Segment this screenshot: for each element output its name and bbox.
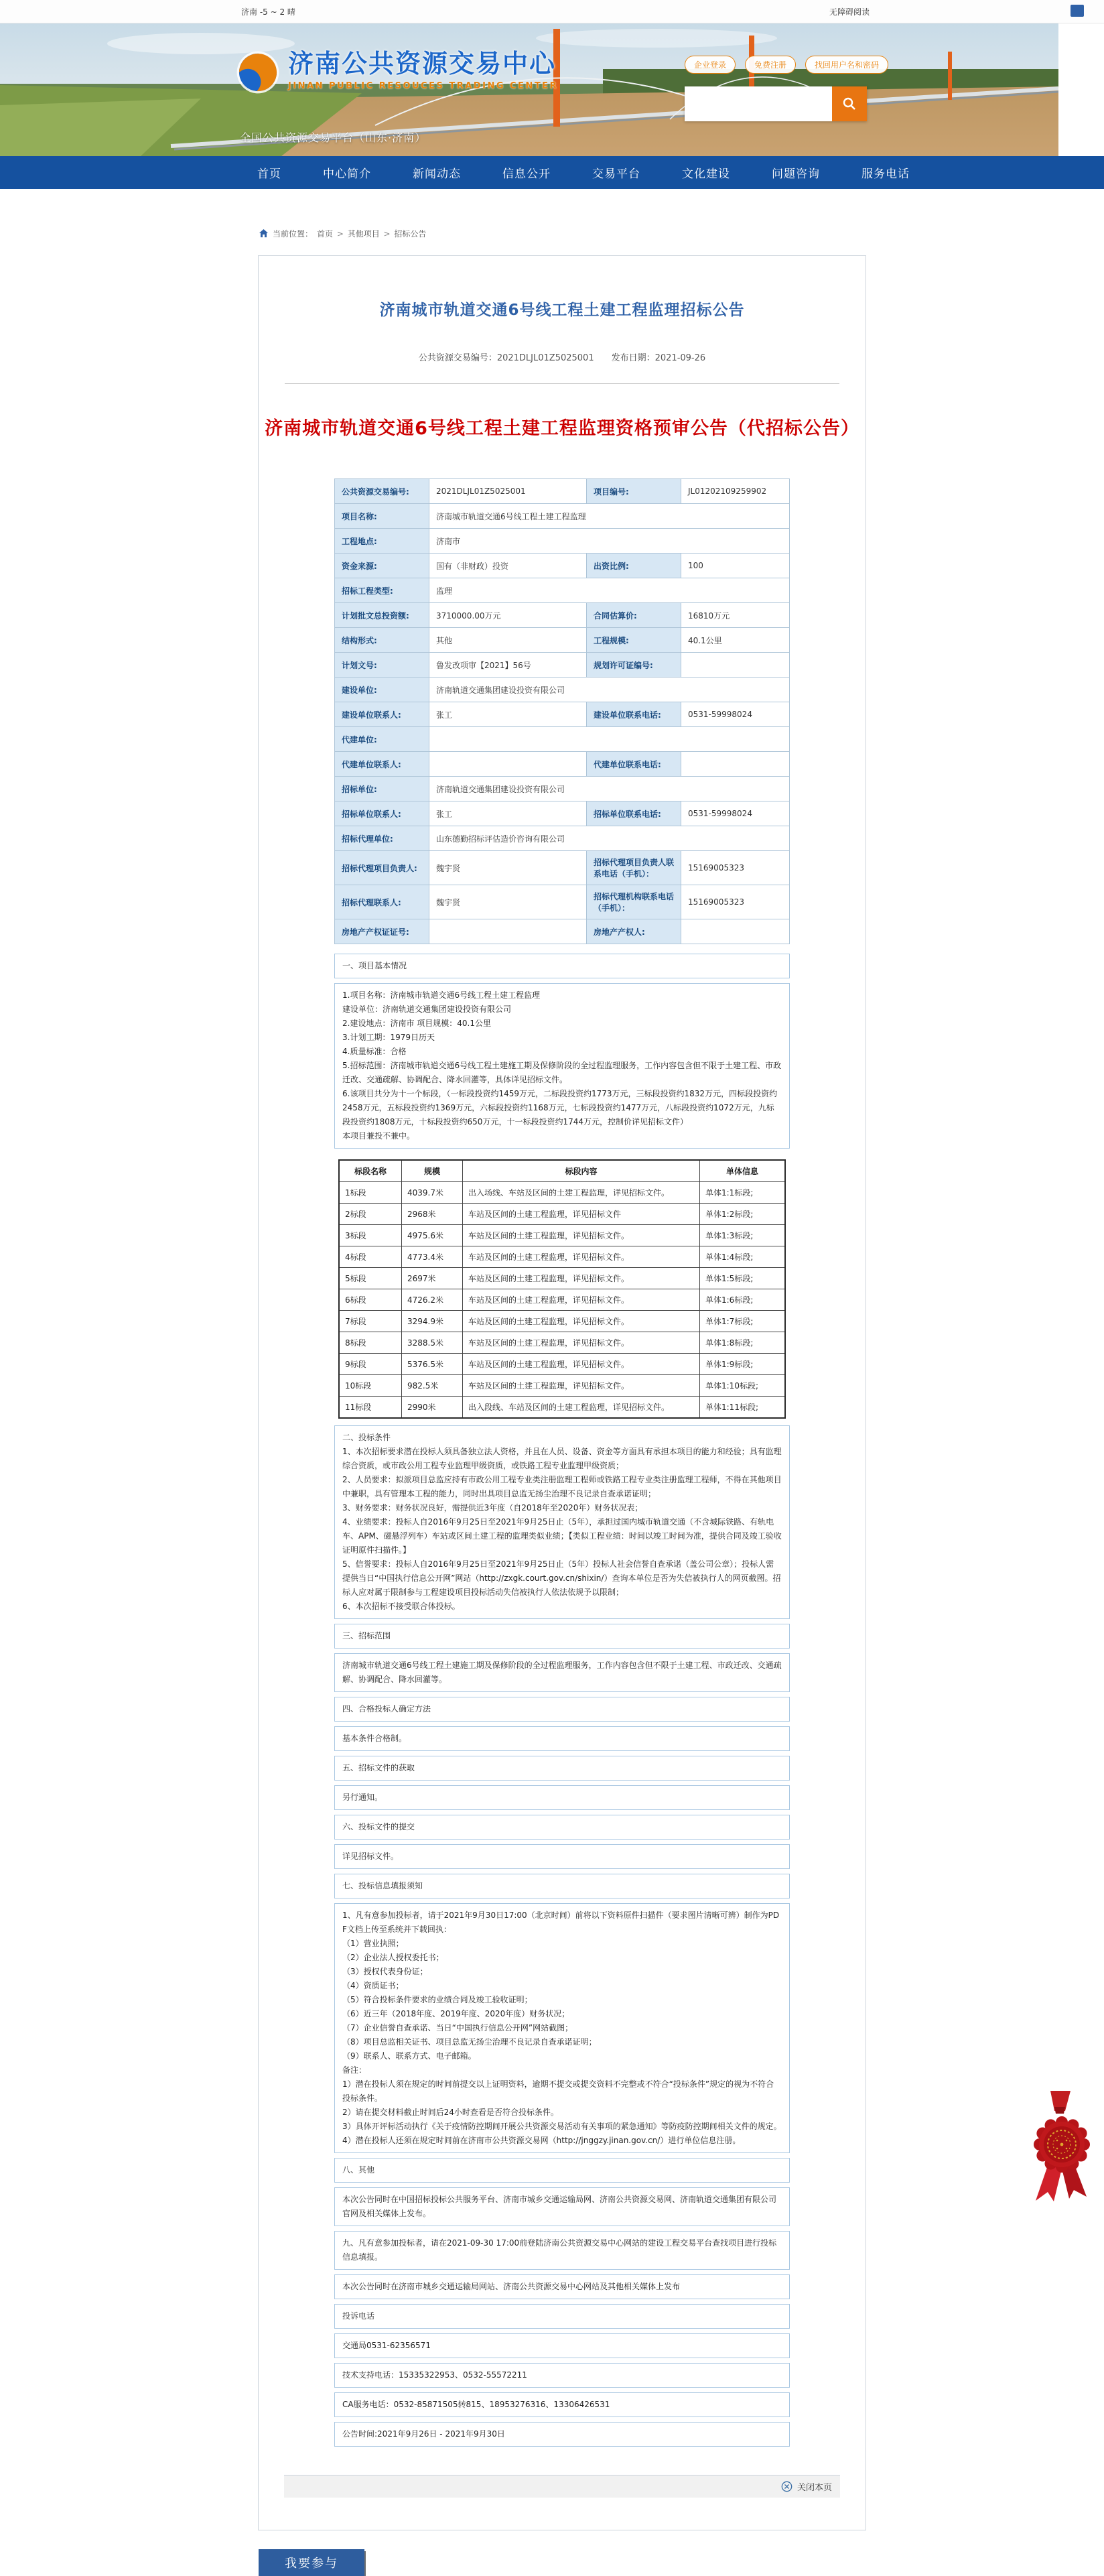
- section-line: 5.招标范围：济南城市轨道交通6号线工程土建施工期及保修阶段的全过程监理服务，工作内容包含但不限于土建工程、市政迁改、交通疏解、协调配合、降水回灌等，具体详见招标文件。: [342, 1061, 782, 1084]
- announcement-panel: [258, 255, 866, 2530]
- bid-cell: 出入场线、车站及区间的土建工程监理，详见招标文件。: [463, 1182, 700, 1204]
- section-line: 4、业绩要求：投标人自2016年9月25日至2021年9月25日止（5年），承担过国内城市轨道交通（不含城际铁路、有轨电车、APM、磁悬浮列车）车站或区间土建工程的监理类似业绩；【类似工程业绩：时间以竣工时间为准，提供合同及竣工验收证明原件扫描件。】: [342, 1517, 782, 1555]
- bid-cell: 单体1:9标段;: [700, 1354, 786, 1375]
- notice-title: 济南城市轨道交通6号线工程土建工程监理资格预审公告（代招标公告）: [265, 418, 859, 439]
- org-name-en: JINAN PUBLIC RESOUCES TRADING CENTER: [288, 80, 559, 91]
- breadcrumb-link[interactable]: 招标公告: [394, 229, 427, 239]
- section-line: 1、本次招标要求潜在投标人须具备独立法人资格，并且在人员、设备、资金等方面具有承担本项目的能力和经验；具有监理综合资质，或市政公用工程专业监理甲级资质，或铁路工程专业监理甲级资质；: [342, 1447, 782, 1470]
- table-row: [335, 885, 790, 919]
- section-line: 建设单位：济南轨道交通集团建设投资有限公司: [342, 1005, 512, 1014]
- page-action-bar: [284, 2475, 840, 2498]
- table-row: [339, 1182, 785, 1204]
- search-button[interactable]: [832, 86, 867, 121]
- home-icon: [259, 229, 269, 239]
- section-line: （6）近三年（2018年度、2019年度、2020年度）财务状况；: [342, 2009, 570, 2018]
- bid-cell: 6标段: [339, 1289, 402, 1311]
- section-line: （5）符合投标条件要求的业绩合同及竣工验收证明；: [342, 1995, 533, 2004]
- info-label: 招标单位联系电话:: [587, 801, 681, 826]
- section-line: 2、人员要求：拟派项目总监应持有市政公用工程专业类注册监理工程师或铁路工程专业类注册监理工程师，不得在其他项目中兼职，具有管理本工程的能力，同时出具项目总监无扬尘治理不良记录自查承诺证明；: [342, 1475, 782, 1498]
- article-meta: [259, 350, 866, 363]
- table-row: [335, 653, 790, 678]
- accessibility-link[interactable]: 无障碍阅读: [829, 7, 870, 17]
- account-buttons: [685, 56, 888, 74]
- info-value: 2021DLJL01Z5025001: [429, 479, 587, 504]
- nav-item[interactable]: 问题咨询: [772, 168, 820, 181]
- table-row: [335, 801, 790, 826]
- bid-cell: 10标段: [339, 1375, 402, 1397]
- info-value: [681, 752, 790, 777]
- info-value: 济南轨道交通集团建设投资有限公司: [429, 777, 790, 801]
- info-label: 房地产产权人:: [587, 919, 681, 944]
- section-line: 九、凡有意参加投标者，请在2021-09-30 17:00前登陆济南公共资源交易中心网站的建设工程交易平台查找项目进行投标信息填报。: [342, 2238, 777, 2262]
- bid-cell: 车站及区间的土建工程监理，详见招标文件。: [463, 1268, 700, 1289]
- info-value: [429, 727, 790, 752]
- section-line: 备注：: [342, 2065, 367, 2075]
- section-line: 1）潜在投标人须在规定的时间前提交以上证明资料，逾期不提交或提交资料不完整或不符合“投标条件”规定的视为不符合投标条件。: [342, 2079, 774, 2103]
- bid-cell: 单体1:10标段;: [700, 1375, 786, 1397]
- table-row: [339, 1375, 785, 1397]
- section-line: 基本条件合格制。: [342, 1734, 407, 1743]
- section-line: （8）项目总监相关证书、项目总监无扬尘治理不良记录自查承诺证明；: [342, 2037, 597, 2047]
- search-icon: [842, 96, 857, 111]
- info-value: 监理: [429, 578, 790, 603]
- bid-cell: 2标段: [339, 1204, 402, 1225]
- nav-item[interactable]: 服务电话: [861, 168, 910, 181]
- info-value: 魏宇贤: [429, 885, 587, 919]
- bid-cell: 4标段: [339, 1246, 402, 1268]
- section-line: 3、财务要求：财务状况良好，需提供近3年度（自2018年至2020年）财务状况表；: [342, 1503, 643, 1512]
- section-line: CA服务电话：0532-85871505转815、18953276316、13306426531: [342, 2400, 610, 2409]
- table-row: [335, 554, 790, 578]
- account-button[interactable]: 找回用户名和密码: [805, 56, 888, 74]
- info-label: 规划许可证编号:: [587, 653, 681, 678]
- section-line: （3）授权代表身份证；: [342, 1967, 428, 1976]
- info-label: 招标代理单位:: [335, 826, 429, 851]
- platform-slogan: 全国公共资源交易平台（山东·济南）: [240, 131, 427, 144]
- section-box: [334, 2274, 790, 2299]
- bid-cell: 单体1:7标段;: [700, 1311, 786, 1332]
- nav-item[interactable]: 文化建设: [682, 168, 730, 181]
- info-label: 工程地点:: [335, 529, 429, 554]
- notice-sections: [334, 954, 790, 2447]
- info-value: 张工: [429, 801, 587, 826]
- bid-cell: 车站及区间的土建工程监理，详见招标文件。: [463, 1311, 700, 1332]
- table-row: [339, 1246, 785, 1268]
- section-line: 交通局0531-62356571: [342, 2341, 431, 2350]
- section-line: 技术支持电话：15335322953、0532-55572211: [342, 2370, 527, 2380]
- bid-cell: 2697米: [402, 1268, 463, 1289]
- main-nav: [0, 156, 1104, 189]
- section-line: 本次公告同时在济南市城乡交通运输局网站、济南公共资源交易中心网站及其他相关媒体上发布: [342, 2282, 681, 2291]
- section-line: 八、其他: [342, 2165, 375, 2175]
- bid-cell: 3标段: [339, 1225, 402, 1246]
- section-line: 5、信誉要求：投标人自2016年9月25日至2021年9月25日止（5年）投标人社会信誉自查承诺（盖公司公章）；投标人需提供当日“中国执行信息公开网”网站（http://zxgk.court.gov.cn/shixin/）查询本单位是否为失信被执行人的网页截图。招标人应对属于限制参与工程建设项目投标活动失信被执行人依法依规予以限制；: [342, 1559, 781, 1597]
- info-value: 济南市: [429, 529, 790, 554]
- bid-cell: 4039.7米: [402, 1182, 463, 1204]
- banner: [0, 23, 1058, 156]
- info-label: 项目名称:: [335, 504, 429, 529]
- info-label: 建设单位联系电话:: [587, 702, 681, 727]
- bid-cell: 车站及区间的土建工程监理，详见招标文件。: [463, 1225, 700, 1246]
- info-value: 济南轨道交通集团建设投资有限公司: [429, 678, 790, 702]
- bid-section-table: [338, 1159, 786, 1419]
- table-row: [335, 628, 790, 653]
- page-title: 济南城市轨道交通6号线工程土建工程监理招标公告: [379, 302, 745, 319]
- topbar: [0, 0, 1104, 23]
- trade-no: 2021DLJL01Z5025001: [496, 353, 594, 363]
- info-label: 资金来源:: [335, 554, 429, 578]
- breadcrumb-separator: >: [334, 229, 346, 239]
- info-value: [681, 919, 790, 944]
- bid-cell: 11标段: [339, 1397, 402, 1419]
- bid-cell: 车站及区间的土建工程监理，详见招标文件: [463, 1204, 700, 1225]
- section-box: [334, 1815, 790, 1840]
- section-line: 3.计划工期：1979日历天: [342, 1033, 435, 1042]
- table-row: [339, 1289, 785, 1311]
- table-row: [335, 919, 790, 944]
- bid-cell: 2968米: [402, 1204, 463, 1225]
- section-line: 公告时间:2021年9月26日 - 2021年9月30日: [342, 2429, 505, 2439]
- info-value: 100: [681, 554, 790, 578]
- bid-cell: 单体1:2标段;: [700, 1204, 786, 1225]
- section-box: [334, 1756, 790, 1781]
- section-line: 2.建设地点：济南市 项目规模：40.1公里: [342, 1019, 491, 1028]
- section-line: 本项目兼投不兼中。: [342, 1131, 415, 1141]
- bid-table-header: 标段名称: [339, 1160, 402, 1182]
- info-value: 0531-59998024: [681, 801, 790, 826]
- info-value: [429, 752, 587, 777]
- section-box: [334, 2392, 790, 2417]
- title-divider: [285, 383, 839, 384]
- info-value: 张工: [429, 702, 587, 727]
- section-line: 四、合格投标人确定方法: [342, 1704, 431, 1714]
- bid-cell: 单体1:6标段;: [700, 1289, 786, 1311]
- search-input[interactable]: [685, 86, 832, 121]
- info-label: 招标代理联系人:: [335, 885, 429, 919]
- info-label: 代建单位:: [335, 727, 429, 752]
- section-line: 6、本次招标不接受联合体投标。: [342, 1602, 460, 1611]
- info-label: 代建单位联系电话:: [587, 752, 681, 777]
- section-line: （4）资质证书；: [342, 1981, 404, 1990]
- info-label: 房地产产权证证号:: [335, 919, 429, 944]
- trade-no-label: 公共资源交易编号：: [418, 353, 497, 363]
- bid-cell: 单体1:1标段;: [700, 1182, 786, 1204]
- table-row: [335, 603, 790, 628]
- section-box: [334, 1653, 790, 1692]
- info-label: 招标代理项目负责人:: [335, 851, 429, 885]
- info-label: 招标单位联系人:: [335, 801, 429, 826]
- breadcrumb-links: [317, 228, 426, 239]
- bid-cell: 车站及区间的土建工程监理，详见招标文件。: [463, 1246, 700, 1268]
- account-button[interactable]: 企业登录: [685, 56, 736, 74]
- info-label: 招标代理项目负责人联系电话（手机）：: [587, 851, 681, 885]
- bid-cell: 2990米: [402, 1397, 463, 1419]
- bid-cell: 车站及区间的土建工程监理，详见招标文件。: [463, 1332, 700, 1354]
- section-box: [334, 2187, 790, 2226]
- info-value: [681, 653, 790, 678]
- section-line: （2）企业法人授权委托书；: [342, 1953, 444, 1962]
- bid-cell: 出入段线、车站及区间的土建工程监理，详见招标文件。: [463, 1397, 700, 1419]
- bid-cell: 单体1:11标段;: [700, 1397, 786, 1419]
- section-line: 六、投标文件的提交: [342, 1822, 415, 1831]
- section-line: 济南城市轨道交通6号线工程土建施工期及保修阶段的全过程监理服务，工作内容包含但不限于土建工程、市政迁改、交通疏解、协调配合、降水回灌等。: [342, 1661, 782, 1684]
- section-line: 本次公告同时在中国招标投标公共服务平台、济南市城乡交通运输局网、济南公共资源交易网、济南轨道交通集团有限公司官网及相关媒体上发布。: [342, 2195, 777, 2218]
- nav-item[interactable]: 中心简介: [323, 168, 371, 181]
- table-row: [339, 1204, 785, 1225]
- bid-cell: 车站及区间的土建工程监理，详见招标文件。: [463, 1289, 700, 1311]
- section-box: [334, 1785, 790, 1810]
- info-label: 合同估算价:: [587, 603, 681, 628]
- publish-date: 2021-09-26: [654, 353, 706, 363]
- info-label: 建设单位联系人:: [335, 702, 429, 727]
- participate-button[interactable]: 我要参与: [259, 2549, 364, 2576]
- section-line: 4.质量标准：合格: [342, 1047, 407, 1056]
- bid-cell: 车站及区间的土建工程监理，详见招标文件。: [463, 1375, 700, 1397]
- bid-cell: 单体1:3标段;: [700, 1225, 786, 1246]
- account-button[interactable]: 免费注册: [745, 56, 796, 74]
- info-value: 16810万元: [681, 603, 790, 628]
- bid-cell: 3288.5米: [402, 1332, 463, 1354]
- info-label: 计划文号:: [335, 653, 429, 678]
- topbar-corner-icon[interactable]: [1071, 5, 1084, 17]
- bid-table-header: 标段内容: [463, 1160, 700, 1182]
- table-row: [335, 752, 790, 777]
- info-label: 代建单位联系人:: [335, 752, 429, 777]
- section-box: [334, 2333, 790, 2358]
- section-box: [334, 2304, 790, 2329]
- bid-cell: 4975.6米: [402, 1225, 463, 1246]
- table-row: [335, 479, 790, 504]
- nav-item[interactable]: 信息公开: [502, 168, 551, 181]
- info-label: 招标单位:: [335, 777, 429, 801]
- bid-cell: 单体1:8标段;: [700, 1332, 786, 1354]
- section-line: （1）营业执照；: [342, 1939, 404, 1948]
- section-line: 详见招标文件。: [342, 1852, 399, 1861]
- bid-cell: 1标段: [339, 1182, 402, 1204]
- table-row: [335, 777, 790, 801]
- section-box: [334, 2422, 790, 2447]
- info-value: 济南城市轨道交通6号线工程土建工程监理: [429, 504, 790, 529]
- info-value: 15169005323: [681, 885, 790, 919]
- info-label: 计划批文总投资额:: [335, 603, 429, 628]
- section-box: [334, 1874, 790, 1898]
- table-row: [339, 1311, 785, 1332]
- bid-table-header: 规模: [402, 1160, 463, 1182]
- bid-cell: 车站及区间的土建工程监理，详见招标文件。: [463, 1354, 700, 1375]
- site-logo[interactable]: [236, 50, 558, 94]
- bid-cell: 982.5米: [402, 1375, 463, 1397]
- section-box: [334, 2363, 790, 2388]
- info-label: 公共资源交易编号:: [335, 479, 429, 504]
- info-value: 山东德勤招标评估造价咨询有限公司: [429, 826, 790, 851]
- info-value: 15169005323: [681, 851, 790, 885]
- bid-cell: 单体1:4标段;: [700, 1246, 786, 1268]
- info-value: JL01202109259902: [681, 479, 790, 504]
- info-label: 招标工程类型:: [335, 578, 429, 603]
- bid-cell: 单体1:5标段;: [700, 1268, 786, 1289]
- section-line: 1、凡有意参加投标者，请于2021年9月30日17:00（北京时间）前将以下资料原件扫描件（要求图片清晰可辨）制作为PDF文档上传至系统并下载回执：: [342, 1911, 780, 1934]
- table-row: [335, 702, 790, 727]
- nav-item[interactable]: 交易平台: [592, 168, 640, 181]
- section-box: [334, 1425, 790, 1619]
- section-line: 五、招标文件的获取: [342, 1763, 415, 1773]
- section-line: 4）潜在投标人还须在规定时间前在济南市公共资源交易网（http://jnggzy.jinan.gov.cn/）进行单位信息注册。: [342, 2136, 741, 2145]
- breadcrumb-separator: >: [381, 229, 393, 239]
- table-row: [335, 504, 790, 529]
- section-line: （9）联系人、联系方式、电子邮箱。: [342, 2051, 476, 2061]
- section-box: [334, 954, 790, 978]
- section-line: 七、投标信息填报须知: [342, 1881, 423, 1890]
- award-seal: [1028, 2091, 1096, 2210]
- logo-swirl-icon: [236, 50, 280, 94]
- section-box: [334, 1903, 790, 2153]
- weather-text: 济南 -5 ~ 2 晴: [241, 7, 295, 17]
- info-value: [429, 919, 587, 944]
- bid-section-table-wrap: [334, 1159, 790, 1419]
- nav-item[interactable]: 首页: [257, 168, 281, 181]
- info-value: 魏宇贤: [429, 851, 587, 885]
- table-row: [339, 1332, 785, 1354]
- section-line: 6.该项目共分为十一个标段，（一标段投资约1459万元，二标段投资约1773万元，三标段投资约1832万元，四标段投资约2458万元，五标段投资约1369万元，六标段投资约1168万元，七标段投资约1477万元，八标段投资约1072万元，九标段投资约1808万元，十标段投资约650万元，十一标段投资约1744万元，控制价详见招标文件）: [342, 1089, 778, 1126]
- section-line: 另行通知。: [342, 1793, 383, 1802]
- table-row: [335, 678, 790, 702]
- bid-cell: 3294.9米: [402, 1311, 463, 1332]
- info-value: 其他: [429, 628, 587, 653]
- bid-cell: 5376.5米: [402, 1354, 463, 1375]
- info-value: 3710000.00万元: [429, 603, 587, 628]
- section-box: [334, 983, 790, 1149]
- publish-date-label: 发布日期：: [611, 353, 655, 363]
- section-line: 三、招标范围: [342, 1631, 391, 1640]
- org-name: 济南公共资源交易中心: [288, 49, 557, 78]
- table-row: [335, 578, 790, 603]
- project-info-table: [334, 478, 790, 944]
- bid-cell: 4773.4米: [402, 1246, 463, 1268]
- section-line: 1.项目名称：济南城市轨道交通6号线工程土建工程监理: [342, 990, 541, 1000]
- info-label: 项目编号:: [587, 479, 681, 504]
- section-line: 投诉电话: [342, 2311, 375, 2321]
- info-label: 建设单位:: [335, 678, 429, 702]
- bid-cell: 8标段: [339, 1332, 402, 1354]
- bid-cell: 5标段: [339, 1268, 402, 1289]
- breadcrumb-link[interactable]: 其他项目: [347, 229, 380, 239]
- section-box: [334, 2231, 790, 2270]
- table-row: [339, 1354, 785, 1375]
- section-box: [334, 1697, 790, 1722]
- table-row: [335, 727, 790, 752]
- close-icon[interactable]: [781, 2481, 792, 2492]
- breadcrumb: [259, 228, 1104, 239]
- table-row: [339, 1397, 785, 1419]
- breadcrumb-label: 当前位置：: [273, 229, 314, 239]
- section-line: 二、投标条件: [342, 1433, 391, 1442]
- section-line: （7）企业信誉自查承诺、当日“中国执行信息公开网”网站截图；: [342, 2023, 573, 2033]
- table-row: [339, 1225, 785, 1246]
- table-row: [339, 1268, 785, 1289]
- info-value: 鲁发改项审【2021】56号: [429, 653, 587, 678]
- info-label: 结构形式:: [335, 628, 429, 653]
- table-row: [335, 826, 790, 851]
- section-box: [334, 1844, 790, 1869]
- breadcrumb-link[interactable]: 首页: [317, 229, 334, 239]
- nav-item[interactable]: 新闻动态: [413, 168, 461, 181]
- bid-cell: 9标段: [339, 1354, 402, 1375]
- bid-cell: 7标段: [339, 1311, 402, 1332]
- section-line: 一、项目基本情况: [342, 961, 407, 970]
- bid-cell: 4726.2米: [402, 1289, 463, 1311]
- search-bar: [685, 86, 867, 121]
- bid-table-header: 单体信息: [700, 1160, 786, 1182]
- info-value: 国有（非财政）投资: [429, 554, 587, 578]
- info-value: 40.1公里: [681, 628, 790, 653]
- info-label: 工程规模:: [587, 628, 681, 653]
- close-page-button[interactable]: 关闭本页: [797, 2483, 832, 2493]
- section-box: [334, 1726, 790, 1751]
- section-line: 3）具体开评标活动执行《关于疫情防控期间开展公共资源交易活动有关事项的紧急通知》等防疫防控期间相关文件的规定。: [342, 2122, 782, 2131]
- table-row: [335, 851, 790, 885]
- info-label: 招标代理机构联系电话（手机）：: [587, 885, 681, 919]
- info-label: 出资比例:: [587, 554, 681, 578]
- table-row: [335, 529, 790, 554]
- section-box: [334, 1624, 790, 1649]
- section-line: 2）请在提交材料截止时间后24小时查看是否符合投标条件。: [342, 2108, 559, 2117]
- info-value: 0531-59998024: [681, 702, 790, 727]
- section-box: [334, 2158, 790, 2183]
